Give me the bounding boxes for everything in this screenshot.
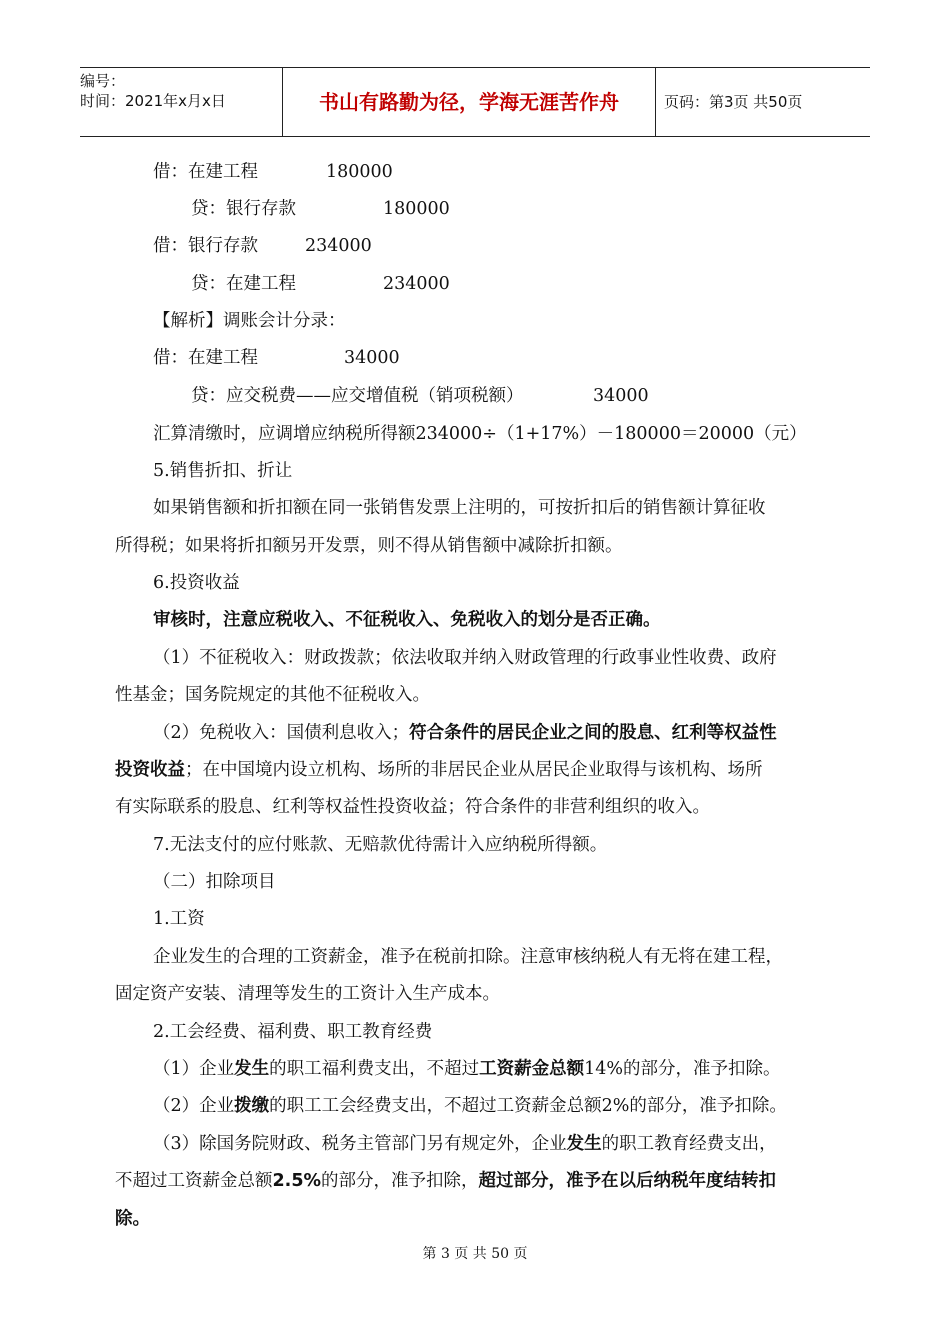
entry3-debit: 借：在建工程 34000 — [153, 348, 400, 368]
deduction2-item3-line2: 不超过工资薪金总额2.5%的部分，准予扣除，超过部分，准予在以后纳税年度结转扣 — [115, 1171, 777, 1191]
section-deductions-title: （二）扣除项目 — [153, 872, 276, 892]
section6-item2-line2: 投资收益；在中国境内设立机构、场所的非居民企业从居民企业取得与该机构、场所 — [115, 760, 763, 780]
analysis-heading: 【解析】调账会计分录： — [153, 311, 346, 331]
deduction2-item2: （2）企业拨缴的职工工会经费支出，不超过工资薪金总额2%的部分，准予扣除。 — [153, 1096, 787, 1116]
section6-item2-line1: （2）免税收入：国债利息收入；符合条件的居民企业之间的股息、红利等权益性 — [153, 723, 777, 743]
entry1-credit: 贷：银行存款 180000 — [191, 199, 450, 219]
section7-line: 7.无法支付的应付账款、无赔款优待需计入应纳税所得额。 — [153, 835, 608, 855]
entry1-debit: 借：在建工程 180000 — [153, 162, 393, 182]
deduction2-item3-line3: 除。 — [115, 1209, 150, 1229]
header-meta — [80, 68, 282, 139]
entry2-debit: 借：银行存款 234000 — [153, 236, 372, 256]
deduction1-para-line2: 固定资产安装、清理等发生的工资计入生产成本。 — [115, 984, 500, 1004]
section5-title: 5.销售折扣、折让 — [153, 461, 293, 481]
section6-title: 6.投资收益 — [153, 573, 240, 593]
section6-item1-line2: 性基金；国务院规定的其他不征税收入。 — [115, 685, 430, 705]
page-header — [80, 67, 870, 137]
entry3-credit: 贷：应交税费——应交增值税（销项税额） 34000 — [191, 386, 649, 406]
deduction1-para-line1: 企业发生的合理的工资薪金，准予在税前扣除。注意审核纳税人有无将在建工程， — [153, 947, 783, 967]
section6-item1-line1: （1）不征税收入：财政拨款；依法收取并纳入财政管理的行政事业性收费、政府 — [153, 648, 777, 668]
deduction2-item3-line1: （3）除国务院财政、税务主管部门另有规定外，企业发生的职工教育经费支出， — [153, 1134, 777, 1154]
time-label: 时间：2021年x月x日 — [80, 92, 226, 110]
calc-line: 汇算清缴时，应调增应纳税所得额234000÷（1+17%）－180000＝20000（元） — [153, 424, 807, 444]
deduction2-title: 2.工会经费、福利费、职工教育经费 — [153, 1022, 433, 1042]
header-motto: 书山有路勤为径，学海无涯苦作舟 — [282, 68, 656, 136]
entry2-credit: 贷：在建工程 234000 — [191, 274, 450, 294]
section6-bold-note: 审核时，注意应税收入、不征税收入、免税收入的划分是否正确。 — [153, 610, 661, 630]
deduction1-title: 1.工资 — [153, 909, 205, 929]
page-footer: 第 3 页 共 50 页 — [422, 1246, 528, 1262]
number-label: 编号： — [80, 72, 126, 90]
section5-para-line1: 如果销售额和折扣额在同一张销售发票上注明的，可按折扣后的销售额计算征收 — [153, 498, 766, 518]
section5-para-line2: 所得税；如果将折扣额另开发票，则不得从销售额中减除折扣额。 — [115, 536, 623, 556]
section6-item2-line3: 有实际联系的股息、红利等权益性投资收益；符合条件的非营利组织的收入。 — [115, 797, 710, 817]
deduction2-item1: （1）企业发生的职工福利费支出，不超过工资薪金总额14%的部分，准予扣除。 — [153, 1059, 781, 1079]
header-page-label: 页码：第3页 共50页 — [664, 93, 803, 111]
